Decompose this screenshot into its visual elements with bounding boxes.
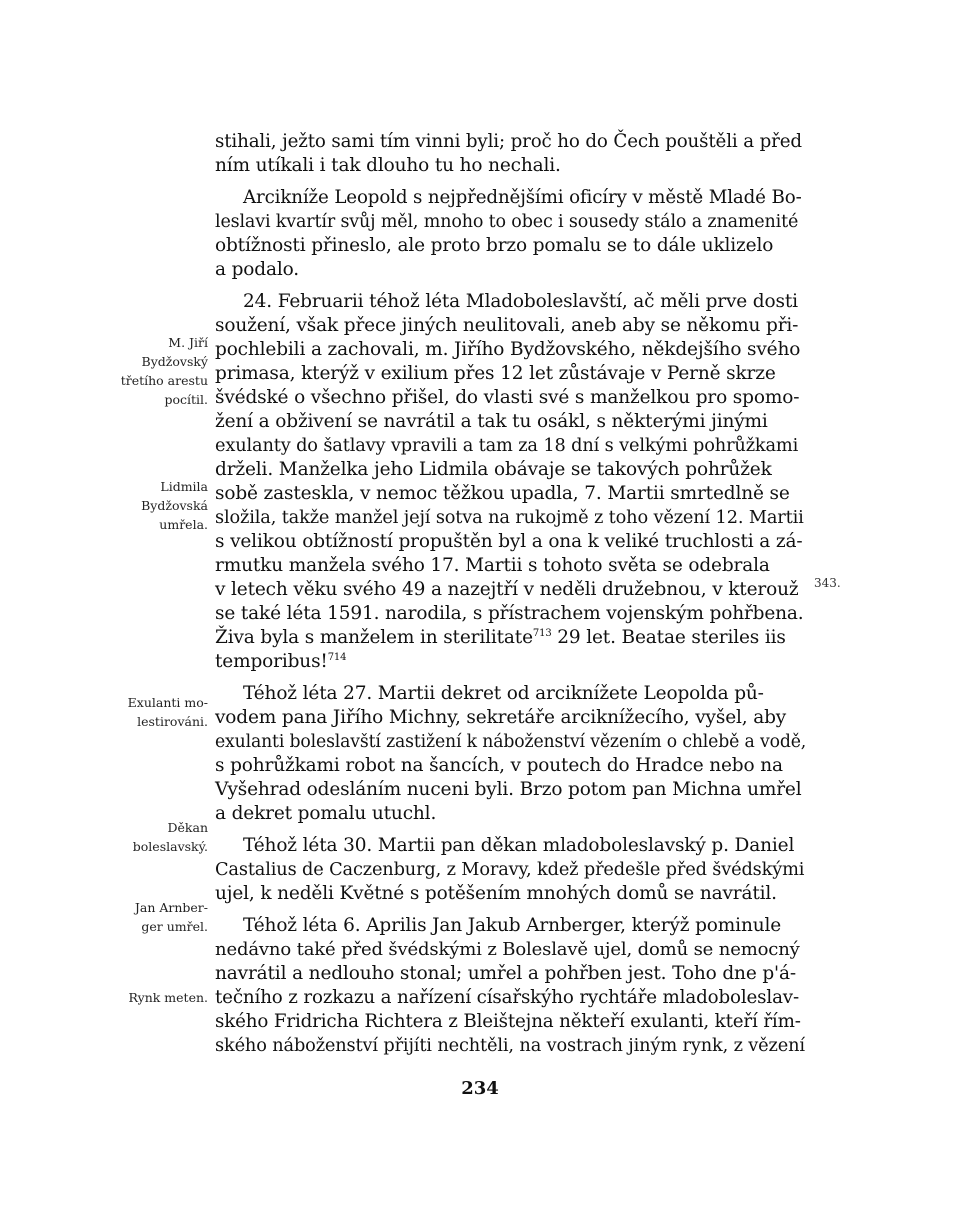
text-line: složila, takže manžel její sotva na rukojmě z toho vězení 12. Martii (215, 508, 804, 528)
footnote-ref-714[interactable]: 714 (327, 652, 347, 663)
text-line: ského Fridricha Richtera z Bleištejna někteří exulanti, kteří řím- (215, 1011, 801, 1032)
text-line: ského náboženství přijíti nechtěli, na vostrach jiným rynk, z vězení (215, 1036, 805, 1056)
text-fragment: temporibus! (215, 651, 328, 672)
text-line: s velikou obtížností propuštěn byl a ona k veliké truchlosti a zá- (215, 531, 803, 552)
text-line: Castalius de Caczenburg, z Moravy, kdež předešle před švédskými (215, 860, 805, 880)
text-line: navrátil a nedlouho stonal; umřel a pohřben jest. Toho dne p'á- (215, 963, 796, 984)
text-line: exulanty do šatlavy vpravili a tam za 18 dní s velkými pohrůžkami (215, 436, 799, 456)
text-line: s pohrůžkami robot na šancích, v poutech do Hradce nebo na (215, 755, 783, 776)
text-line: a podalo. (215, 259, 300, 280)
footnote-ref-713[interactable]: 713 (532, 628, 552, 639)
text-line: ním utíkali i tak dlouho tu ho nechali. (215, 155, 561, 176)
text-line: sobě zasteskla, v nemoc těžkou upadla, 7. Martii smrtedlně se (215, 483, 790, 504)
text-line: exulanti boleslavští zastižení k náboženství vězením o chlebě a vodě, (215, 732, 807, 752)
text-line: Téhož léta 30. Martii pan děkan mladoboleslavský p. Daniel (243, 835, 795, 856)
text-line: stihali, ježto sami tím vinni byli; proč ho do Čech pouštěli a před (215, 131, 802, 152)
text-line: 24. Februarii téhož léta Mladoboleslavští, ač měli prve dosti (243, 291, 798, 312)
margin-note-arnberger: Jan Arnber- ger umřel. (134, 900, 208, 934)
text-line (215, 650, 805, 674)
text-line: obtížnosti přineslo, ale proto brzo pomalu se to dále uklizelo (215, 235, 774, 256)
text-line: ujel, k neděli Květné s potěšením mnohých domů se navrátil. (215, 883, 777, 904)
text-line: soužení, však přece jiných neulitovali, aneb aby se někomu při- (215, 315, 799, 336)
text-line: leslavi kvartír svůj měl, mnoho to obec i sousedy stálo a znamenité (215, 212, 799, 232)
text-line: švédské o všechno přišel, do vlasti své s manželkou pro spomo- (215, 387, 800, 408)
margin-note-exulanti: Exulanti mo- lestirováni. (127, 695, 208, 729)
original-page-number: 343. (814, 576, 841, 590)
text-line: rmutku manžela svého 17. Martii s tohoto světa se odebrala (215, 555, 770, 576)
text-line: Arcikníže Leopold s nejpřednějšími oficíry v městě Mladé Bo- (243, 187, 802, 208)
text-line: žení a obživení se navrátil a tak tu osákl, s některými jinými (215, 411, 768, 432)
text-line: Vyšehrad odesláním nuceni byli. Brzo potom pan Michna umřel (215, 779, 802, 800)
margin-note-dekan: Děkan boleslavský. (132, 820, 208, 854)
text-line: Téhož léta 27. Martii dekret od arciknížete Leopolda pů- (243, 683, 764, 704)
text-line: v letech věku svého 49 a nazejtří v neděli družebnou, v kterouž (215, 579, 799, 600)
main-text (215, 130, 805, 1058)
margin-note-lidmila: Lidmila Bydžovská umřela. (141, 479, 208, 532)
text-line: tečního z rozkazu a nařízení císařskýho rychtáře mladoboleslav- (215, 987, 799, 1008)
text-line: primasa, kterýž v exilium přes 12 let zůstávaje v Perně skrze (215, 363, 776, 384)
page-number: 234 (461, 1078, 499, 1099)
margin-note-bydzovsky: M. Jiří Bydžovský třetího arestu pocítil. (120, 335, 208, 407)
text-line: a dekret pomalu utuchl. (215, 803, 437, 824)
text-line: se také léta 1591. narodila, s přístrachem vojenským pohřbena. (215, 603, 804, 624)
text-line: pochlebili a zachovali, m. Jiřího Bydžovského, někdejšího svého (215, 339, 801, 360)
text-fragment: 29 let. Beatae steriles iis (551, 627, 786, 648)
text-line (215, 626, 805, 650)
text-line: nedávno také před švédskými z Boleslavě ujel, domů se nemocný (215, 939, 800, 960)
text-line: drželi. Manželka jeho Lidmila obávaje se takových pohrůžek (215, 459, 772, 480)
text-line: Téhož léta 6. Aprilis Jan Jakub Arnberger, kterýž pominule (243, 915, 782, 936)
text-fragment: Živa byla s manželem in sterilitate (215, 627, 533, 648)
text-line: vodem pana Jiřího Michny, sekretáře arciknížecího, vyšel, aby (215, 707, 787, 728)
margin-note-rynk: Rynk meten. (128, 990, 208, 1005)
